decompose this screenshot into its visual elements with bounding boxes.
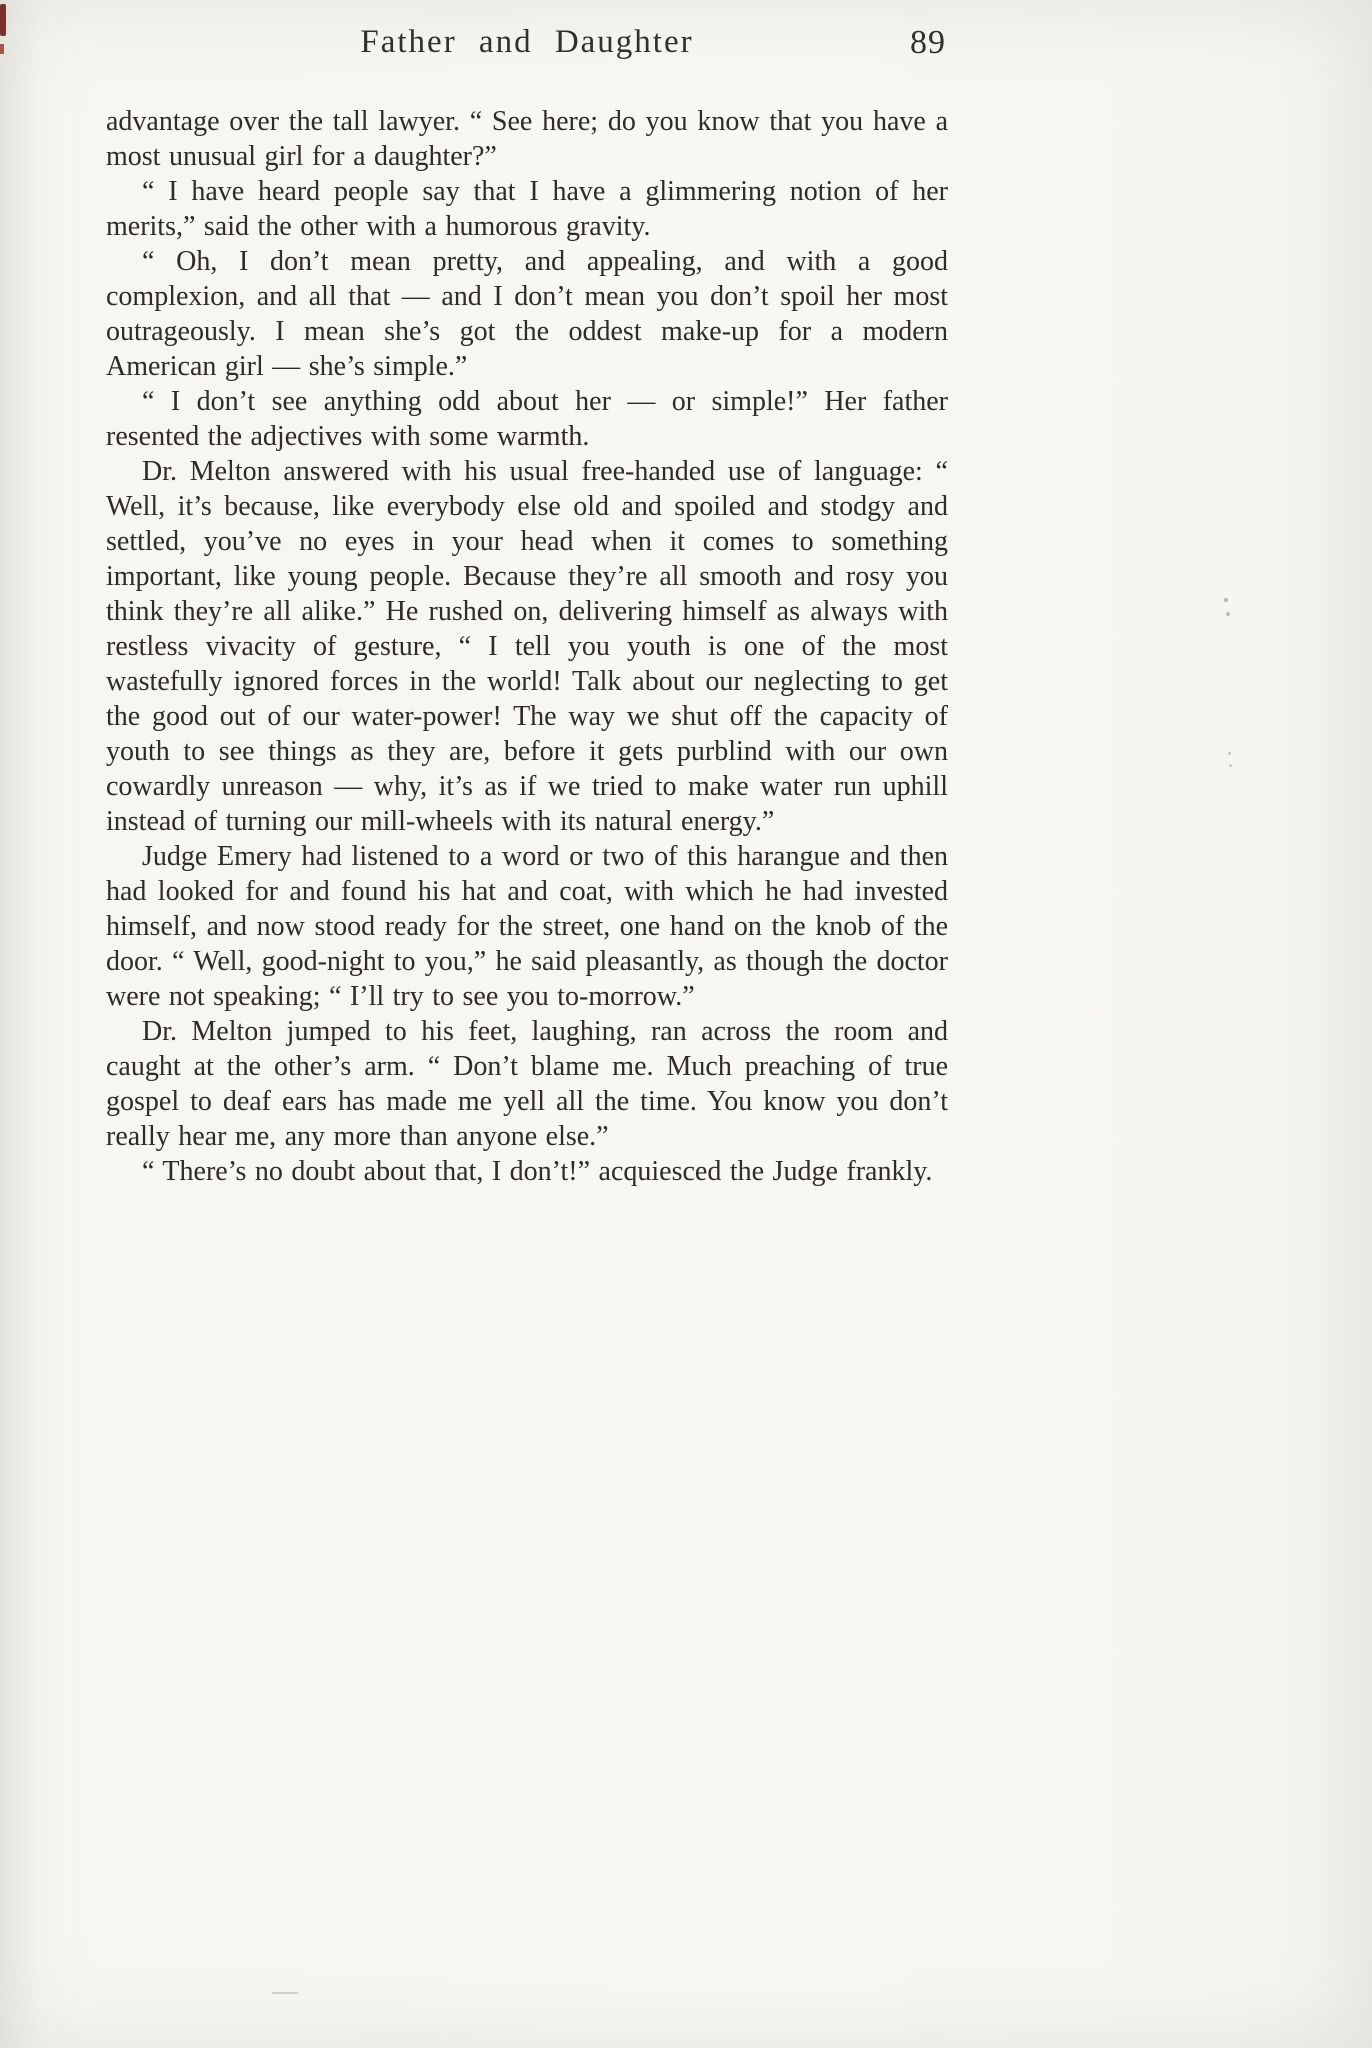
paragraph: “ I have heard people say that I have a glimmering notion of her merits,” said the other with a humorous gravity. bbox=[106, 176, 948, 242]
paragraph: “ There’s no doubt about that, I don’t!” acquiesced the Judge frankly. bbox=[142, 1156, 933, 1187]
scan-artifact-dash bbox=[272, 1992, 298, 1994]
paragraph: advantage over the tall lawyer. “ See here; do you know that you have a most unusual girl for a daughter?” bbox=[106, 106, 948, 172]
scan-artifact-speck bbox=[1224, 598, 1228, 602]
paragraph: Judge Emery had listened to a word or two of this harangue and then had looked for and found his hat and coat, with which he had invested himself, and now stood ready for the street, one hand on the knob of the door. “ Well, good-night to you,” he said pleasantly, as though the doctor were not speaking; “ I’ll try to see you to-morrow.” bbox=[106, 841, 948, 1012]
paragraph: Dr. Melton jumped to his feet, laughing, ran across the room and caught at the other’s arm. “ Don’t blame me. Much preaching of true gospel to deaf ears has made me yell all the time. You know you don’t really hear me, any more than anyone else.” bbox=[106, 1016, 948, 1152]
running-title: Father and Daughter bbox=[360, 24, 694, 60]
paragraph: “ I don’t see anything odd about her — or simple!” Her father resented the adjectives with some warmth. bbox=[106, 386, 948, 452]
text-body bbox=[106, 104, 948, 1189]
paragraph: “ Oh, I don’t mean pretty, and appealing, and with a good complexion, and all that — and I don’t mean you don’t spoil her most outrageously. I mean she’s got the oddest make-up for a modern American girl — she’s simple.” bbox=[106, 246, 948, 382]
page-column bbox=[106, 24, 948, 1189]
paragraph: Dr. Melton answered with his usual free-handed use of language: “ Well, it’s because, like everybody else old and spoiled and stodgy and settled, you’ve no eyes in your head when it comes to something important, like young people. Because they’re all smooth and rosy you think they’re all alike.” He rushed on, delivering himself as always with restless vivacity of gesture, “ I tell you youth is one of the most wastefully ignored forces in the world! Talk about our neglecting to get the good out of our water-power! The way we shut off the capacity of youth to see things as they are, before it gets purblind with our own cowardly unreason — why, it’s as if we tried to make water run uphill instead of turning our mill-wheels with its natural energy.” bbox=[106, 456, 948, 837]
page-header bbox=[106, 24, 948, 76]
scan-artifact-red-mark-small bbox=[0, 44, 4, 54]
page-number: 89 bbox=[910, 24, 946, 61]
scan-artifact-red-mark bbox=[0, 4, 6, 36]
scan-artifact-speck bbox=[1228, 752, 1231, 755]
